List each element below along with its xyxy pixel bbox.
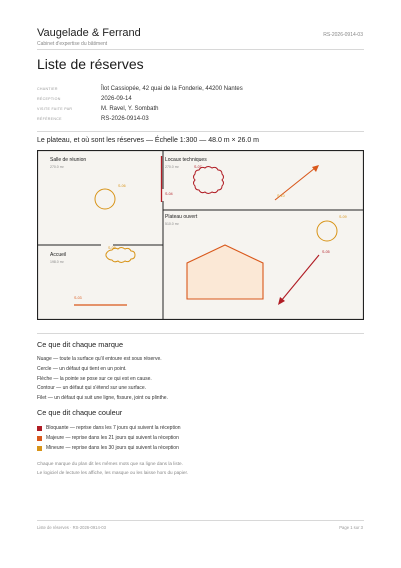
mark-label: S-09 (339, 215, 347, 219)
room-area: 270.0 m² (165, 165, 179, 169)
page-title: Liste de réserves (37, 56, 144, 72)
meta-key: CHANTIER (37, 87, 58, 91)
meta-key: VISITE FAITE PAR (37, 107, 73, 111)
floor-plan (37, 150, 364, 320)
footer-left: Liste de réserves · RS-2026-0914-03 (37, 525, 106, 530)
meta-value: RS-2026-0914-03 (101, 116, 149, 122)
room-name: Accueil (50, 252, 67, 258)
color-swatch (37, 446, 42, 451)
firm-subtitle: Cabinet d'expertise du bâtiment (37, 41, 108, 47)
note (37, 460, 188, 477)
plan-title: Le plateau, et où sont les réserves — Échelle 1:300 — 48.0 m × 26.0 m (37, 137, 259, 144)
color-swatch (37, 426, 42, 431)
page-number: Page 1 sur 3 (339, 525, 363, 530)
colors-heading: Ce que dit chaque couleur (37, 408, 123, 417)
legend-label: Bloquante — reprise dans les 7 jours qui suivent la réception (46, 425, 181, 431)
legend-item: Filet — un défaut qui suit une ligne, fissure, joint ou plinthe. (37, 395, 168, 402)
colors-legend (37, 424, 181, 453)
marks-heading: Ce que dit chaque marque (37, 340, 123, 349)
marks-legend (37, 355, 168, 404)
legend-item: Contour — un défaut qui s'étend sur une surface. (37, 385, 147, 392)
mark-label: S-07 (194, 165, 202, 169)
meta-key: RÉFÉRENCE (37, 117, 62, 121)
metadata-table (37, 84, 364, 124)
meta-value: M. Ravel, Y. Sombath (101, 106, 159, 112)
mark-label: S-04 (165, 192, 173, 196)
room-name: Salle de réunion (50, 157, 87, 163)
meta-row-reception (37, 94, 364, 104)
meta-key: RÉCEPTION (37, 97, 61, 101)
mark-label: S-08 (108, 246, 116, 250)
legend-item (37, 434, 181, 444)
footer-divider (37, 520, 364, 521)
section-divider (37, 131, 364, 132)
mark-label: S-05 (322, 250, 330, 254)
room-name: Locaux techniques (165, 157, 207, 163)
legend-label: Mineure — reprise dans les 30 jours qui suivent la réception (46, 444, 179, 451)
document-reference: RS-2026-0914-03 (323, 32, 363, 38)
color-swatch (37, 436, 42, 441)
room-area: 198.0 m² (50, 260, 64, 264)
meta-row-reference (37, 114, 364, 124)
meta-value: Îlot Cassiopée, 42 quai de la Fonderie, 44200 Nantes (101, 86, 243, 92)
room-area: 510.0 m² (165, 222, 179, 226)
note-line: Le logiciel de lecture les affiche, les masque ou les laisse hors du papier. (37, 469, 189, 475)
note-line: Chaque marque du plan dit les mêmes mots que sa ligne dans la liste. (37, 461, 183, 466)
mark-label: S-10 (277, 194, 285, 198)
room-area: 270.0 m² (50, 165, 64, 169)
meta-row-chantier (37, 84, 364, 94)
section-divider (37, 333, 364, 334)
legend-item (37, 424, 181, 434)
mark-label: S-03 (74, 296, 82, 300)
legend-item: Flèche — la pointe se pose sur ce qui est en cause. (37, 375, 152, 382)
legend-item (37, 444, 181, 454)
legend-label: Majeure — reprise dans les 21 jours qui suivent la réception (46, 434, 179, 441)
room-name: Plateau ouvert (165, 214, 198, 220)
meta-row-visite (37, 104, 364, 114)
meta-value: 2026-09-14 (101, 96, 132, 102)
mark-label: S-06 (118, 184, 126, 188)
legend-item: Cercle — un défaut qui tient en un point. (37, 365, 127, 372)
firm-name: Vaugelade & Ferrand (37, 27, 141, 39)
legend-item: Nuage — toute la surface qu'il entoure est sous réserve. (37, 356, 162, 362)
header-divider (37, 49, 364, 50)
